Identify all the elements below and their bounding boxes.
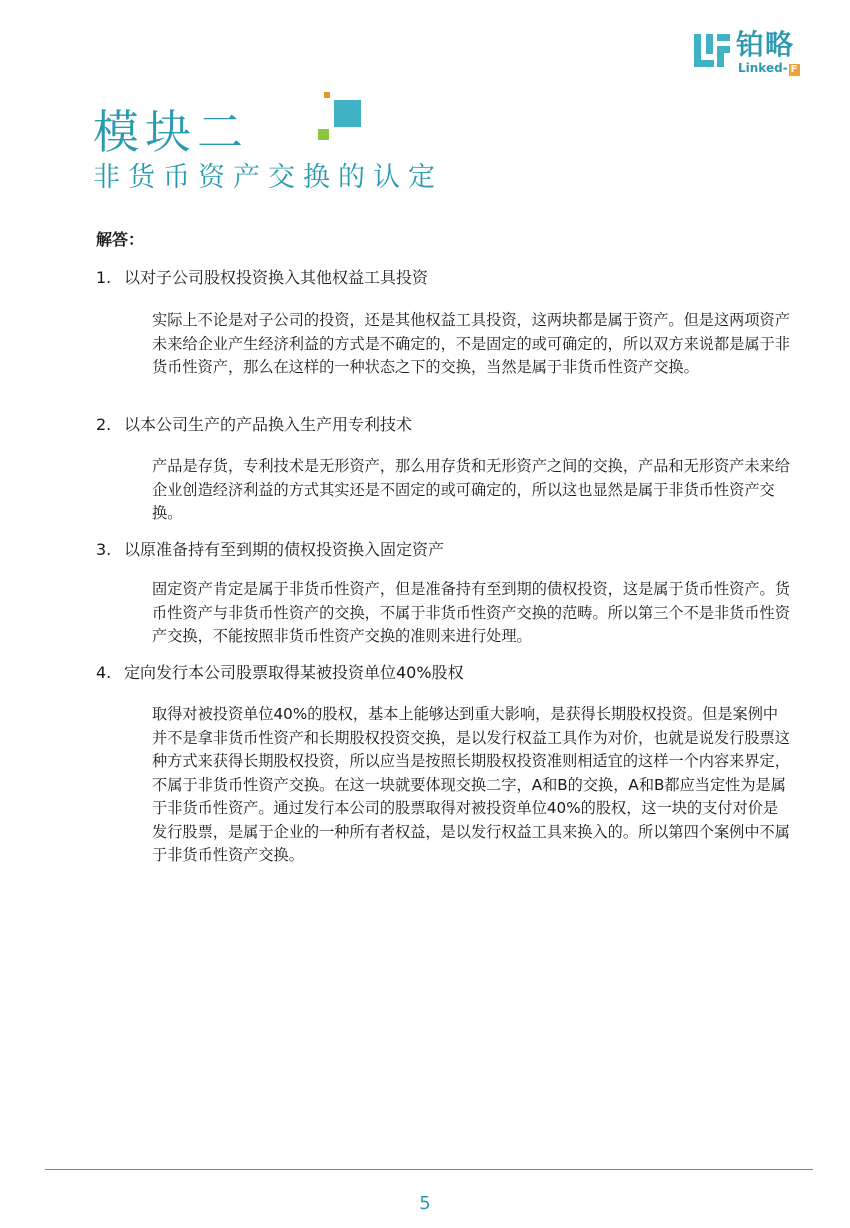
footer-divider xyxy=(45,1169,813,1170)
decorative-square-green xyxy=(318,129,329,140)
logo-english-box: F xyxy=(790,64,798,75)
logo-english-name xyxy=(738,61,800,76)
logo-mark-icon xyxy=(692,32,732,72)
module-title: 模块二 xyxy=(93,105,249,159)
item-2-title-text: 以本公司生产的产品换入生产用专利技术 xyxy=(124,415,413,434)
item-4-title-text: 定向发行本公司股票取得某被投资单位40%股权 xyxy=(124,663,464,682)
item-1-number: 1. xyxy=(96,268,112,287)
item-4-body: 取得对被投资单位40%的股权，基本上能够达到重大影响，是获得长期股权投资。但是案例中并不是拿非货币性资产和长期股权投资交换，是以发行权益工具作为对价，也就是说发行股票这种方式来获得长期股权投资，所以应当是按照长期股权投资准则相适宜的这样一个内容来界定，不属于非货币性资产交换。在这一块就要体现交换二字，A和B的交换，A和B都应当定性为是属于非货币性资产。通过发行本公司的股票取得对被投资单位40%的股权，这一块的支付对价是发行股票，是属于企业的一种所有者权益，是以发行权益工具来换入的。所以第四个案例中不属于非货币性资产交换。 xyxy=(152,705,790,864)
logo-english-prefix: Linked- xyxy=(738,61,788,75)
item-3-title xyxy=(96,538,444,562)
decorative-square-teal xyxy=(334,100,361,127)
item-3-number: 3. xyxy=(96,540,112,559)
decorative-square-orange xyxy=(324,92,330,98)
item-1-title xyxy=(96,266,428,290)
logo-chinese-name: 铂略 xyxy=(736,28,795,61)
item-4-title xyxy=(96,661,464,685)
brand-logo xyxy=(692,28,822,76)
answer-heading: 解答： xyxy=(96,230,145,249)
item-2-body: 产品是存货，专利技术是无形资产，那么用存货和无形资产之间的交换，产品和无形资产未来给企业创造经济利益的方式其实还是不固定的或可确定的，所以这也显然是属于非货币性资产交换。 xyxy=(152,457,790,522)
item-1-title-text: 以对子公司股权投资换入其他权益工具投资 xyxy=(124,268,429,287)
item-2-number: 2. xyxy=(96,415,112,434)
module-subtitle: 非货币资产交换的认定 xyxy=(93,162,443,193)
item-3-body: 固定资产肯定是属于非货币性资产，但是准备持有至到期的债权投资，这是属于货币性资产。货币性资产与非货币性资产的交换，不属于非货币性资产交换的范畴。所以第三个不是非货币性资产交换，不能按照非货币性资产交换的准则来进行处理。 xyxy=(152,580,790,645)
page-number: 5 xyxy=(419,1193,431,1214)
item-1-body: 实际上不论是对子公司的投资，还是其他权益工具投资，这两块都是属于资产。但是这两项资产未来给企业产生经济利益的方式是不确定的，不是固定的或可确定的，所以双方来说都是属于非货币性资产，那么在这样的一种状态之下的交换，当然是属于非货币性资产交换。 xyxy=(152,311,790,376)
item-4-number: 4. xyxy=(96,663,112,682)
item-3-title-text: 以原准备持有至到期的债权投资换入固定资产 xyxy=(124,540,445,559)
item-2-title xyxy=(96,413,412,437)
